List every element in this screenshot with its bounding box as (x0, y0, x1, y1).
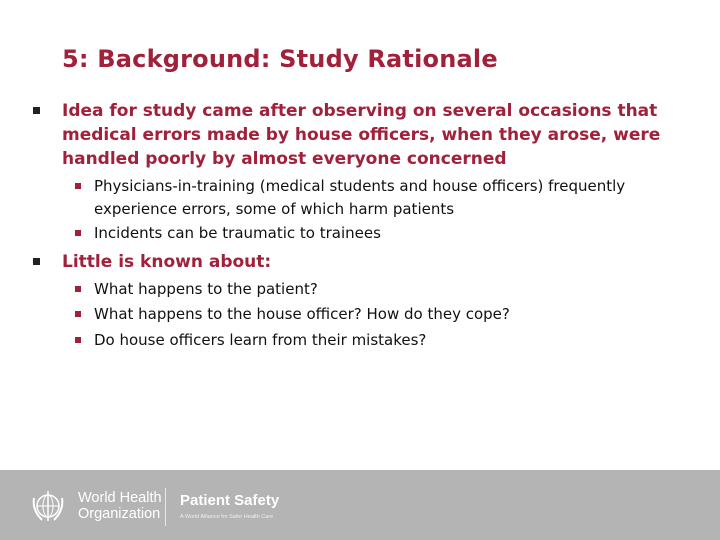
patient-safety-tagline: A World Alliance for Safer Health Care (180, 514, 274, 520)
sub-bullet-marker (75, 230, 81, 236)
sub-bullet-marker (75, 311, 81, 317)
sub-bullet-patient: What happens to the patient? (94, 280, 318, 298)
bullet-marker (33, 107, 40, 114)
org-line2: Organization (78, 506, 161, 522)
bullet-little-known: Little is known about: (62, 252, 272, 272)
slide-title: 5: Background: Study Rationale (62, 45, 498, 73)
who-emblem-icon (30, 488, 66, 524)
sub-bullet-incidents: Incidents can be traumatic to trainees (94, 224, 381, 242)
org-line1: World Health (78, 490, 162, 506)
sub-bullet-learn: Do house officers learn from their mistakes? (94, 331, 427, 349)
sub-bullet-house-officer: What happens to the house officer? How do they cope? (94, 305, 510, 323)
who-name (78, 490, 162, 522)
bullet-idea: Idea for study came after observing on several occasions that medical errors made by house officers, when they arose, were handled poorly by almost everyone concerned (62, 101, 661, 169)
sub-bullet-marker (75, 337, 81, 343)
sub-bullet-marker (75, 286, 81, 292)
sub-bullet-physicians: Physicians-in-training (medical students and house officers) frequently experience errors, some of which harm patients (94, 177, 626, 218)
sub-bullet-marker (75, 183, 81, 189)
patient-safety-title: Patient Safety (180, 492, 280, 509)
bullet-marker (33, 258, 40, 265)
footer-divider (165, 488, 166, 526)
